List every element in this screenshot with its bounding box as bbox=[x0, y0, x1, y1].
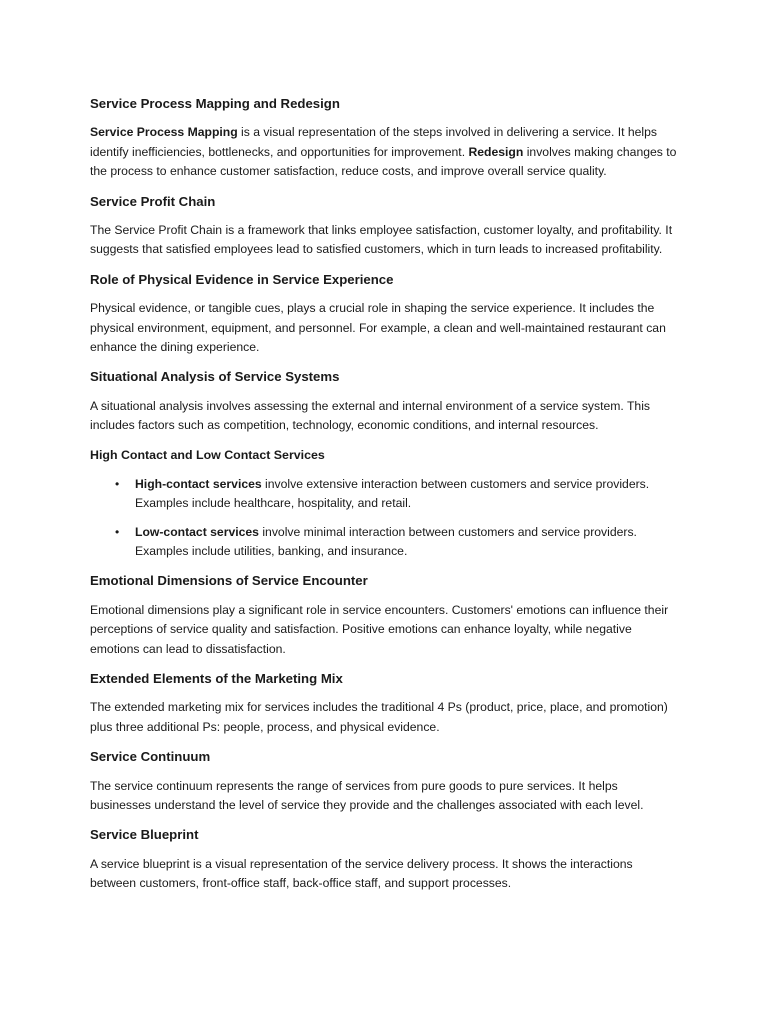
paragraph-emotional-dimensions: Emotional dimensions play a significant role in service encounters. Customers' emotions can influence their perceptions of service quality and satisfaction. Positive emotions can enhance loyalty, while negative emotions can lead to dissatisfaction. bbox=[90, 602, 669, 656]
heading-emotional-dimensions: Emotional Dimensions of Service Encounter bbox=[90, 573, 368, 589]
term-service-process-mapping: Service Process Mapping bbox=[90, 125, 238, 140]
heading-marketing-mix: Extended Elements of the Marketing Mix bbox=[90, 670, 343, 686]
paragraph-service-profit-chain: The Service Profit Chain is a framework that links employee satisfaction, customer loyalty, and profitability. It suggests that satisfied employees lead to satisfied customers, which in turn leads to increased profitability. bbox=[90, 223, 673, 257]
heading-physical-evidence: Role of Physical Evidence in Service Experience bbox=[90, 271, 394, 287]
list-item-low-contact: • Low-contact services involve minimal interaction between customers and service providers. Examples include utilities, banking, and insurance. bbox=[115, 524, 637, 558]
paragraph-service-blueprint: A service blueprint is a visual representation of the service delivery process. It shows the interactions between customers, front-office staff, back-office staff, and support processes. bbox=[90, 856, 633, 891]
paragraph-situational-analysis: A situational analysis involves assessing the external and internal environment of a service system. This includes factors such as competition, technology, economic conditions, and internal resources. bbox=[90, 398, 651, 433]
bullet-icon: • bbox=[115, 524, 120, 539]
paragraph-service-process-mapping: Service Process Mapping is a visual representation of the steps involved in delivering a service. It helps identify inefficiencies, bottlenecks, and opportunities for improvement. Redesign involves making changes to the process to enhance customer satisfaction, reduce costs, and improve overall service quality. bbox=[90, 125, 677, 179]
heading-service-blueprint: Service Blueprint bbox=[90, 827, 199, 843]
contact-services-list bbox=[90, 475, 678, 562]
bullet-icon: • bbox=[115, 476, 120, 491]
paragraph-service-continuum: The service continuum represents the range of services from pure goods to pure services. It helps businesses understand the level of service they provide and the challenges associated with each level. bbox=[90, 778, 644, 812]
heading-service-continuum: Service Continuum bbox=[90, 749, 211, 765]
list-item-high-contact: • High-contact services involve extensive interaction between customers and service providers. Examples include healthcare, hospitality, and retail. bbox=[115, 476, 650, 511]
term-low-contact: Low-contact services bbox=[135, 524, 259, 539]
paragraph-marketing-mix: The extended marketing mix for services includes the traditional 4 Ps (product, price, place, and promotion) plus three additional Ps: people, process, and physical evidence. bbox=[90, 700, 668, 734]
term-redesign: Redesign bbox=[468, 144, 524, 159]
paragraph-physical-evidence: Physical evidence, or tangible cues, plays a crucial role in shaping the service experience. It includes the physical environment, equipment, and personnel. For example, a clean and well-maintained restaurant can enhance the dining experience. bbox=[90, 301, 666, 355]
heading-service-profit-chain: Service Profit Chain bbox=[90, 193, 216, 209]
heading-service-process-mapping: Service Process Mapping and Redesign bbox=[90, 96, 340, 111]
term-high-contact: High-contact services bbox=[135, 476, 262, 491]
heading-contact-services: High Contact and Low Contact Services bbox=[90, 447, 325, 462]
heading-situational-analysis: Situational Analysis of Service Systems bbox=[90, 369, 340, 385]
